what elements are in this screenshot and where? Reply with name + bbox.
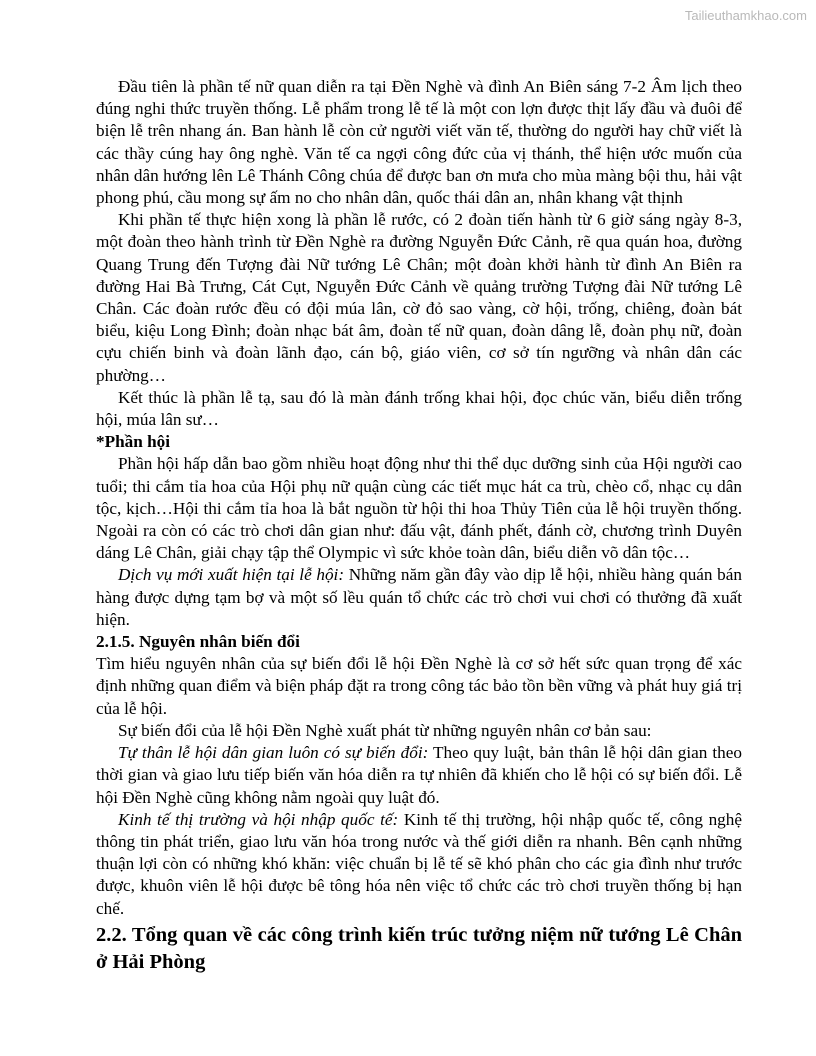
section-heading-festival: *Phần hội (96, 432, 171, 452)
watermark: Tailieuthamkhao.com (684, 8, 807, 23)
paragraph-text: Những năm gần đây vào dịp lễ hội, nhiều hàng quán bán hàng được dựng tạm bợ và một số lều quán tổ chức các trò chơi vui chơi có thưởng đã xuất hiện. (96, 565, 742, 629)
paragraph-thanksgiving: Kết thúc là phần lễ tạ, sau đó là màn đánh trống khai hội, đọc chúc văn, biểu diễn trống hội, múa lân sư… (96, 387, 742, 430)
paragraph-causes-list-intro: Sự biến đổi của lễ hội Đền Nghè xuất phát từ những nguyên nhân cơ bản sau: (118, 720, 652, 740)
paragraph-festival-activities: Phần hội hấp dẫn bao gồm nhiều hoạt động như thi thể dục dưỡng sinh của Hội người cao tuổi; thi cắm tỉa hoa của Hội phụ nữ quận cùng các tiết mục hát ca trù, chèo cổ, nhạc cụ dân tộc, kịch…Hội thi cắm tỉa hoa là bắt nguồn từ hội thi hoa Thủy Tiên của lễ hội truyền thống. Ngoài ra còn có các trò chơi dân gian như: đấu vật, đánh phết, đánh cờ, chương trình Duyên dáng Lê Chân, giải chạy tập thể Olympic vì sức khỏe toàn dân, biểu diễn võ dân tộc… (96, 454, 742, 563)
section-heading-2-2: 2.2. Tổng quan về các công trình kiến trúc tưởng niệm nữ tướng Lê Chân ở Hải Phòng (96, 923, 742, 973)
paragraph-cause-economy (96, 809, 742, 920)
paragraph-procession: Khi phần tế thực hiện xong là phần lễ rước, có 2 đoàn tiến hành từ 6 giờ sáng ngày 8-3, một đoàn theo hành trình từ Đền Nghè ra đường Nguyễn Đức Cảnh, rẽ qua quán hoa, đường Quang Trung đến Tượng đài Nữ tướng Lê Chân; một đoàn khởi hành từ đình An Biên ra đường Hai Bà Trưng, Cát Cụt, Nguyễn Đức Cảnh về quảng trường Tượng đài Nữ tướng Lê Chân. Các đoàn rước đều có đội múa lân, cờ đỏ sao vàng, cờ hội, trống, chiêng, đoàn bát biểu, kiệu Long Đình; đoàn nhạc bát âm, đoàn tế nữ quan, đoàn dâng lễ, đoàn phụ nữ, đoàn cựu chiến binh và đoàn lãnh đạo, cán bộ, giáo viên, cơ sở tín ngưỡng và nhân dân các phường… (96, 210, 742, 385)
paragraph-new-services (96, 564, 742, 631)
paragraph-cause-internal (96, 742, 742, 809)
italic-lead: Kinh tế thị trường và hội nhập quốc tế: (118, 809, 399, 829)
italic-lead: Tự thân lễ hội dân gian luôn có sự biến đổi: (118, 743, 429, 763)
document-body (96, 76, 742, 976)
section-heading-2-1-5: 2.1.5. Nguyên nhân biến đổi (96, 632, 300, 652)
italic-lead: Dịch vụ mới xuất hiện tại lễ hội: (118, 565, 345, 585)
paragraph-text: Theo quy luật, bản thân lễ hội dân gian theo thời gian và giao lưu tiếp biến văn hóa diễn ra tự nhiên đã khiến cho lễ hội có sự biến đổi. Lễ hội Đền Nghè cũng không nằm ngoài quy luật đó. (96, 743, 742, 807)
paragraph-causes-intro: Tìm hiểu nguyên nhân của sự biến đổi lễ hội Đền Nghè là cơ sở hết sức quan trọng để xác định những quan điểm và biện pháp đặt ra trong công tác bảo tồn bền vững và phát huy giá trị của lễ hội. (96, 654, 742, 718)
paragraph-text: Kinh tế thị trường, hội nhập quốc tế, công nghệ thông tin phát triển, giao lưu văn hóa trong nước và thế giới diễn ra nhanh. Bên cạnh những thuận lợi còn có những khó khăn: việc chuẩn bị lễ tế sẽ khó phân cho các gia đình như trước được, khuôn viên lễ hội được bê tông hóa nên việc tổ chức các trò chơi truyền thống bị hạn chế. (96, 809, 742, 918)
paragraph-opening-ceremony: Đầu tiên là phần tế nữ quan diễn ra tại Đền Nghè và đình An Biên sáng 7-2 Âm lịch theo đúng nghi thức truyền thống. Lễ phẩm trong lễ tế là một con lợn được thịt lấy đầu và đuôi để biện lễ trên nhang án. Ban hành lễ còn cử người viết văn tế, thường do người hay chữ viết là các thầy cúng hay ông nghè. Văn tế ca ngợi công đức của vị thánh, thể hiện ước muốn của nhân dân hướng lên Lê Thánh Công chúa để được ban ơn mưa cho mùa màng bội thu, hải vật phong phú, cầu mong sự ấm no cho nhân dân, quốc thái dân an, nhân khang vật thịnh (96, 77, 742, 208)
